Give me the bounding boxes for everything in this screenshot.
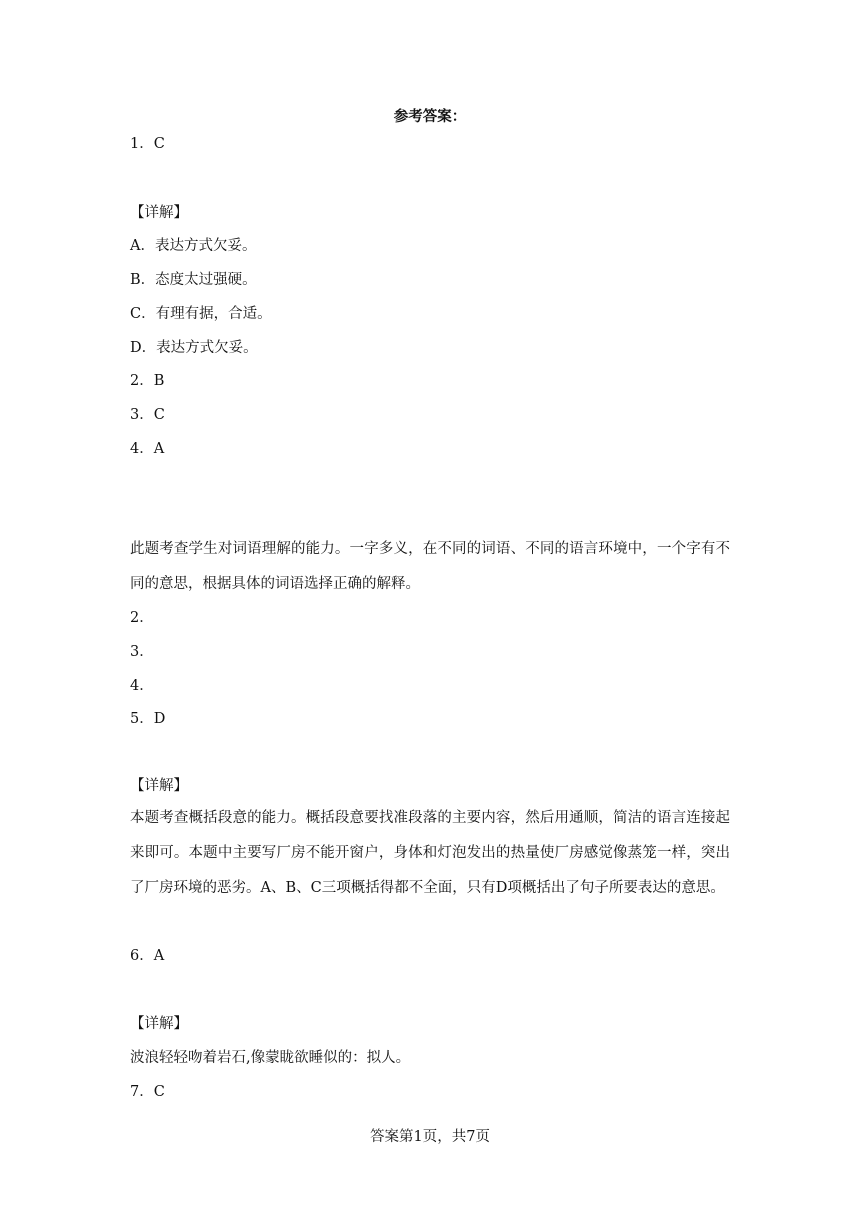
page-title: 参考答案： <box>393 108 467 125</box>
detail-line-d: D．表达方式欠妥。 <box>130 340 258 356</box>
answer-5: 5．D <box>130 711 166 727</box>
answer-3: 3．C <box>130 407 165 423</box>
answer-3-blank: 3． <box>130 644 154 660</box>
detail-line-6: 波浪轻轻吻着岩石,像蒙眬欲睡似的：拟人。 <box>130 1050 411 1066</box>
detail-line-b: B．态度太过强硬。 <box>130 272 257 288</box>
page-footer: 答案第1页，共7页 <box>370 1129 490 1145</box>
answer-6: 6．A <box>130 948 165 964</box>
detail-paragraph-5: 本题考查概括段意的能力。概括段意要找准段落的主要内容，然后用通顺，简洁的语言连接起来即可。本题中主要写厂房不能开窗户，身体和灯泡发出的热量使厂房感觉像蒸笼一样，突出了厂房环境的恶劣。A、B、C三项概括得都不全面，只有D项概括出了句子所要表达的意思。 <box>130 810 730 896</box>
detail-heading-1: 【详解】 <box>130 205 188 221</box>
answer-2: 2．B <box>130 373 165 389</box>
detail-line-a: A．表达方式欠妥。 <box>130 238 257 254</box>
detail-heading-5: 【详解】 <box>130 778 188 794</box>
answer-2-blank: 2． <box>130 610 154 626</box>
answer-1: 1．C <box>130 136 165 152</box>
detail-line-c: C．有理有据，合适。 <box>130 306 272 322</box>
answer-4-blank: 4． <box>130 678 154 694</box>
detail-heading-6: 【详解】 <box>130 1016 188 1032</box>
explanation-paragraph: 此题考查学生对词语理解的能力。一字多义，在不同的词语、不同的语言环境中，一个字有不同的意思，根据具体的词语选择正确的解释。 <box>130 541 730 592</box>
answer-7: 7．C <box>130 1084 165 1100</box>
answer-4: 4．A <box>130 441 165 457</box>
